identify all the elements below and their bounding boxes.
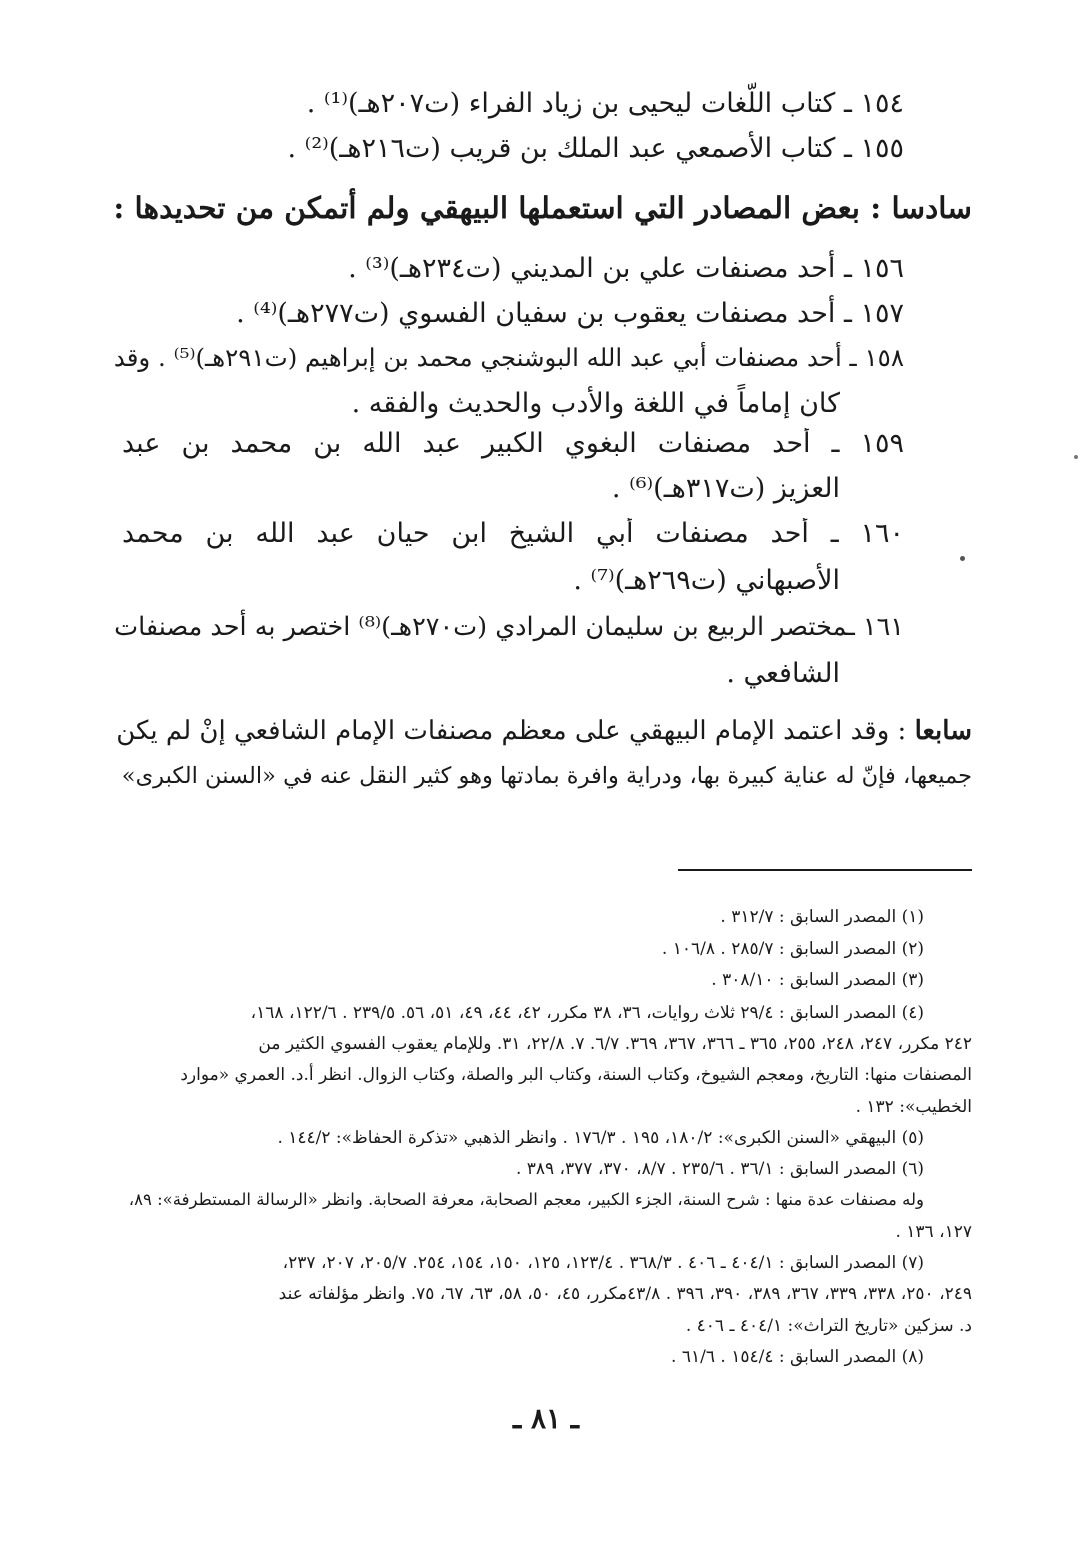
footnote-7: (٧) المصدر السابق : ٤٠٤/١ ـ ٤٠٦ . ٣٦٨/٣ . ١٢٣/٤، ١٢٥، ١٥٠، ١٥٤، ٢٥٤. ٢٠٥/٧، ٢٠٧، ٢٣٧،: [282, 1253, 924, 1273]
item-154: ١٥٤ ـ كتاب اللّغات ليحيى بن زياد الفراء (ت٢٠٧هـ)⁽¹⁾ .: [306, 88, 904, 119]
footnote-6-cont: ١٢٧، ١٣٦ .: [895, 1222, 972, 1242]
footnote-4-cont: الخطيب»: ١٣٢ .: [855, 1097, 972, 1117]
section-heading-6: سادسا : بعض المصادر التي استعملها البيهقي ولم أتمكن من تحديدها :: [113, 190, 972, 225]
scan-mark: [960, 556, 965, 561]
item-156: ١٥٦ ـ أحد مصنفات علي بن المديني (ت٢٣٤هـ)⁽³⁾ .: [348, 253, 904, 284]
item-158: ١٥٨ ـ أحد مصنفات أبي عبد الله البوشنجي محمد بن إبراهيم (ت٢٩١هـ)⁽⁵⁾ . وقد: [113, 343, 904, 372]
footnote-3: (٣) المصدر السابق : ٣٠٨/١٠ .: [711, 970, 924, 990]
section-7-text: : وقد اعتمد الإمام البيهقي على معظم مصنفات الإمام الشافعي إنْ لم يكن: [116, 716, 915, 746]
section-label-7: سابعا: [914, 716, 972, 746]
item-159-cont: العزيز (ت٣١٧هـ)⁽⁶⁾ .: [611, 473, 840, 504]
section-7-line-1: [116, 716, 972, 746]
footnote-6: (٦) المصدر السابق : ٣٦/١ . ٢٣٥/٦ . ٨/٧، ٣٧٠، ٣٧٧، ٣٨٩ .: [515, 1159, 924, 1179]
item-158-cont: كان إماماً في اللغة والأدب والحديث والفقه .: [351, 388, 840, 419]
footnote-7-cont: ٢٤٩، ٢٥٠، ٣٣٨، ٣٣٩، ٣٦٧، ٣٨٩، ٣٩٠، ٣٩٦ . ٤٣/٨مكرر، ٤٥، ٥٠، ٥٨، ٦٣، ٦٧، ٧٥. وانظر مؤلفاته عند: [278, 1284, 972, 1304]
footnote-6-cont: وله مصنفات عدة منها : شرح السنة، الجزء الكبير، معجم الصحابة، معرفة الصحابة. وانظر «الرسالة المستطرفة»: ٨٩،: [128, 1190, 924, 1209]
item-160: ١٦٠ ـ أحد مصنفات أبي الشيخ ابن حيان عبد الله بن محمد: [122, 518, 904, 549]
footnote-4: (٤) المصدر السابق : ٢٩/٤ ثلاث روايات، ٣٦، ٣٨ مكرر، ٤٢، ٤٤، ٤٩، ٥١، ٥٦. ٢٣٩/٥ . ١٢٢/٦، ١٦٨،: [250, 1003, 924, 1023]
item-159: ١٥٩ ـ أحد مصنفات البغوي الكبير عبد الله بن محمد بن عبد: [122, 428, 904, 459]
footnote-5: (٥) البيهقي «السنن الكبرى»: ١٨٠/٢، ١٩٥ . ١٧٦/٣ . وانظر الذهبي «تذكرة الحفاظ»: ١٤٤/٢ .: [277, 1128, 924, 1148]
page-number: ـ ٨١ ـ: [513, 1402, 579, 1435]
item-161-cont: الشافعي .: [726, 658, 840, 689]
item-161: ١٦١ ـمختصر الربيع بن سليمان المرادي (ت٢٧٠هـ)⁽⁸⁾ اختصر به أحد مصنفات: [114, 612, 904, 642]
item-155: ١٥٥ ـ كتاب الأصمعي عبد الملك بن قريب (ت٢١٦هـ)⁽²⁾ .: [287, 133, 904, 164]
footnote-separator: [678, 869, 972, 871]
footnote-2: (٢) المصدر السابق : ٢٨٥/٧ . ١٠٦/٨ .: [661, 939, 924, 959]
footnote-4-cont: المصنفات منها: التاريخ، ومعجم الشيوخ، وكتاب السنة، وكتاب البر والصلة، وكتاب الزوال. انظر أ.د. العمري «موارد: [180, 1065, 972, 1085]
footnote-8: (٨) المصدر السابق : ١٥٤/٤ . ٦١/٦ .: [671, 1347, 924, 1367]
footnote-4-cont: ٢٤٢ مكرر، ٢٤٧، ٢٤٨، ٢٥٥، ٣٦٥ ـ ٣٦٦، ٣٦٧، ٣٦٩. ٦/٧. ٧. ٢٢/٨، ٣١. وللإمام يعقوب الفسوي الكثير من: [258, 1034, 972, 1054]
item-160-cont: الأصبهاني (ت٢٦٩هـ)⁽⁷⁾ .: [573, 565, 840, 596]
item-157: ١٥٧ ـ أحد مصنفات يعقوب بن سفيان الفسوي (ت٢٧٧هـ)⁽⁴⁾ .: [236, 298, 904, 329]
section-7-line-2: جميعها، فإنّ له عناية كبيرة بها، ودراية وافرة بمادتها وهو كثير النقل عنه في «السنن الكبرى»: [121, 763, 972, 789]
footnote-1: (١) المصدر السابق : ٣١٢/٧ .: [720, 907, 924, 927]
scan-mark: [1074, 455, 1078, 459]
footnote-7-cont: د. سزكين «تاريخ التراث»: ٤٠٤/١ ـ ٤٠٦ .: [685, 1316, 972, 1336]
